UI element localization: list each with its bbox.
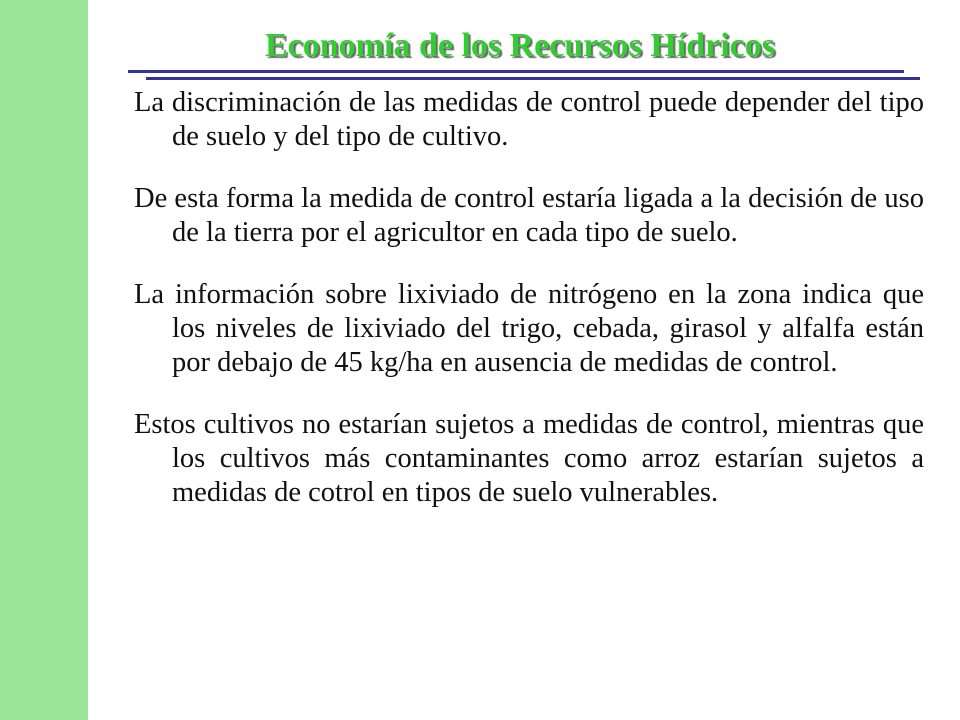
paragraph-land-use-decision: De esta forma la medida de control estaría ligada a la decisión de uso de la tierra por el agricultor en cada tipo de suelo. [134,183,924,248]
slide-body [134,86,924,538]
paragraph-nitrogen-leaching: La información sobre lixiviado de nitrógeno en la zona indica que los niveles de lixiviado del trigo, cebada, girasol y alfalfa están por debajo de 45 kg/ha en ausencia de medidas de control. [134,279,924,378]
paragraph-control-measures: La discriminación de las medidas de control puede depender del tipo de suelo y del tipo de cultivo. [134,87,924,152]
side-accent-bar [0,0,88,720]
slide-title: Economía de los Recursos Hídricos [265,27,775,64]
title-underline-top [128,70,904,73]
title-underline-bottom [146,77,920,80]
paragraph-crop-regulation: Estos cultivos no estarían sujetos a medidas de control, mientras que los cultivos más contaminantes como arroz estarían sujetos a medidas de cotrol en tipos de suelo vulnerables. [134,409,924,508]
